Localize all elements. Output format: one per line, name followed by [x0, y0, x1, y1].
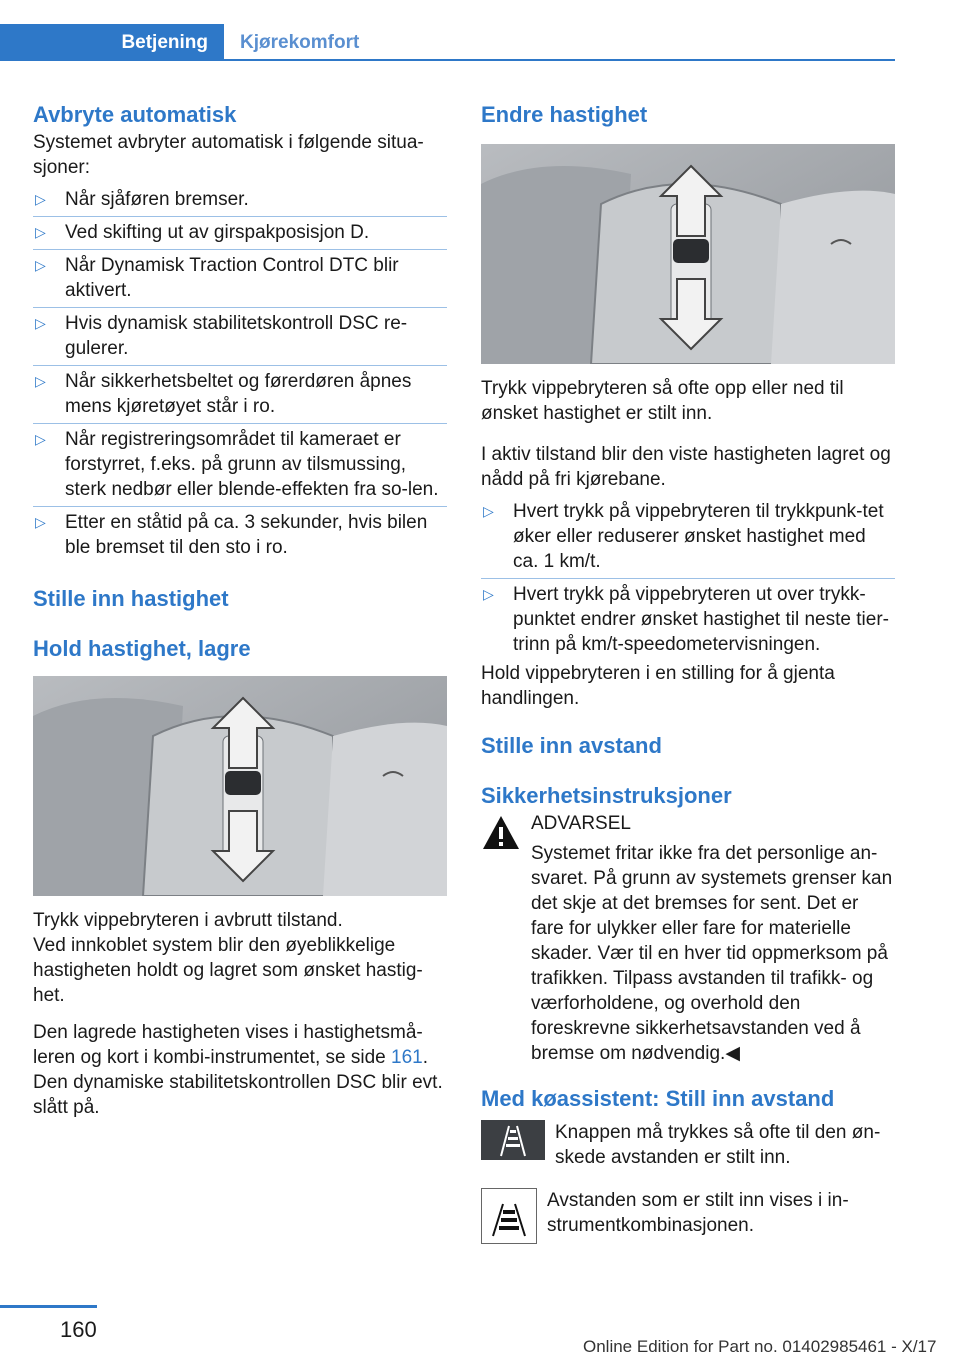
change-p2: I aktiv tilstand blir den viste hastigheten lagret og nådd på fri kjørebane.	[481, 444, 891, 490]
list-item	[33, 507, 447, 564]
distance-display-icon	[481, 1188, 537, 1244]
left-column	[33, 100, 447, 1120]
page-link-161[interactable]: 161	[391, 1047, 423, 1068]
triangle-right-icon: ▷	[35, 431, 46, 447]
cancel-intro: Systemet avbryter automatisk i følgende situa-sjoner:	[33, 132, 424, 178]
list-item	[33, 217, 447, 250]
warning-title: ADVARSEL	[531, 813, 631, 834]
page-number: 160	[60, 1317, 97, 1342]
change-list	[481, 496, 895, 661]
triangle-right-icon: ▷	[35, 315, 46, 331]
change-p1: Trykk vippebryteren så ofte opp eller ned til ønsket hastighet er stilt inn.	[481, 378, 844, 424]
list-item	[481, 579, 895, 661]
list-item	[33, 250, 447, 308]
heading-cancel-automatic: Avbryte automatisk	[33, 102, 237, 127]
list-item-text: Ved skifting ut av girspakposisjon D.	[65, 222, 370, 243]
triangle-right-icon: ▷	[483, 586, 494, 602]
heading-queue-assist: Med køassistent: Still inn avstand	[481, 1086, 835, 1111]
heading-set-distance: Stille inn avstand	[481, 733, 662, 758]
list-item-text: Hvert trykk på vippebryteren ut over trykk-punktet endrer ønsket hastighet til neste tier-trinn på km/t-speedometervisningen.	[513, 584, 889, 655]
hold-p4: Den dynamiske stabilitetskontrollen DSC blir evt. slått på.	[33, 1072, 443, 1118]
distance-display-row	[481, 1188, 895, 1244]
list-item	[33, 424, 447, 507]
tab-betjening[interactable]: Betjening	[0, 24, 224, 61]
header-divider	[0, 59, 895, 61]
hold-p3	[33, 1020, 447, 1070]
right-column	[481, 100, 895, 1244]
footer-divider	[0, 1305, 97, 1308]
triangle-right-icon: ▷	[35, 373, 46, 389]
triangle-right-icon: ▷	[35, 224, 46, 240]
list-item-text: Hvert trykk på vippebryteren til trykkpunk-tet øker eller reduserer ønsket hastighet med ca. 1 km/t.	[513, 501, 884, 572]
warning-triangle-icon	[481, 813, 521, 853]
triangle-right-icon: ▷	[35, 191, 46, 207]
heading-change-speed: Endre hastighet	[481, 102, 648, 127]
list-item-text: Etter en ståtid på ca. 3 sekunder, hvis bilen ble bremset til den sto i ro.	[65, 512, 428, 558]
distance-button-icon	[481, 1120, 545, 1160]
distance-display-text: Avstanden som er stilt inn vises i in-strumentkombinasjonen.	[547, 1190, 849, 1236]
list-item-text: Når sjåføren bremser.	[65, 189, 249, 210]
triangle-right-icon: ▷	[35, 257, 46, 273]
list-item-text: Når registreringsområdet til kameraet er forstyrret, f.eks. på grunn av tilsmussing, sterk nedbør eller blende-effekten fra so-len.	[65, 429, 439, 500]
cancel-list	[33, 184, 447, 564]
list-item	[481, 496, 895, 579]
steering-wheel-rocker-photo-2	[481, 144, 895, 364]
hold-p3-text: Den lagrede hastigheten vises i hastighetsmå-leren og kort i kombi-instrumentet, se side	[33, 1022, 423, 1068]
list-item	[33, 308, 447, 366]
edition-note: Online Edition for Part no. 01402985461 - X/17	[583, 1337, 937, 1356]
hold-p3-end: .	[422, 1047, 428, 1068]
triangle-right-icon: ▷	[35, 514, 46, 530]
list-item-text: Når sikkerhetsbeltet og førerdøren åpnes mens kjøretøyet står i ro.	[65, 371, 412, 417]
list-item	[33, 366, 447, 424]
warning-text: Systemet fritar ikke fra det personlige an-svaret. På grunn av systemets grenser kan det skje at det bremses for sent. Det er fare for ulykker eller fare for materielle skader. Vær til en hver tid oppmerksom på trafikken. Tilpass avstanden til trafikk- og værforholdene, og overhold den foreskrevne sikkerhetsavstanden ved å bremse om nødvendig.◀	[531, 843, 893, 1064]
heading-hold-speed: Hold hastighet, lagre	[33, 636, 251, 661]
triangle-right-icon: ▷	[483, 503, 494, 519]
hold-p1: Trykk vippebryteren i avbrutt tilstand.	[33, 910, 343, 931]
heading-safety: Sikkerhetsinstruksjoner	[481, 783, 732, 808]
change-p3: Hold vippebryteren i en stilling for å gjenta handlingen.	[481, 663, 835, 709]
heading-set-speed: Stille inn hastighet	[33, 586, 229, 611]
tab-kjorekomfort[interactable]: Kjørekomfort	[240, 31, 360, 53]
list-item-text: Hvis dynamisk stabilitetskontroll DSC re-gulerer.	[65, 313, 408, 359]
steering-wheel-rocker-photo	[33, 676, 447, 896]
hold-p2: Ved innkoblet system blir den øyeblikkelige hastigheten holdt og lagret som ønsket hastig-het.	[33, 935, 423, 1006]
distance-button-row	[481, 1120, 895, 1170]
header-tabs	[0, 0, 895, 62]
list-item	[33, 184, 447, 217]
distance-button-text: Knappen må trykkes så ofte til den øn-skede avstanden er stilt inn.	[555, 1122, 881, 1168]
list-item-text: Når Dynamisk Traction Control DTC blir aktivert.	[65, 255, 399, 301]
